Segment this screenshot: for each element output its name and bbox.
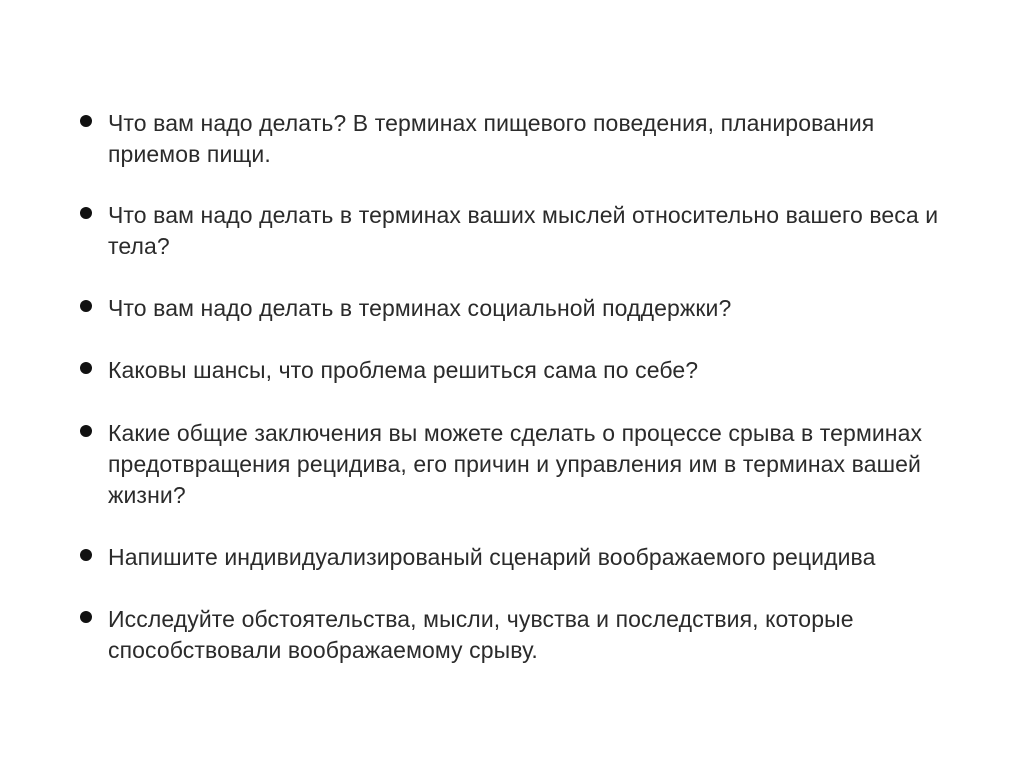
bullet-text: Исследуйте обстоятельства, мысли, чувства и последствия, которые способствовали воображаемому срыву. xyxy=(108,606,854,663)
bullet-dot-icon xyxy=(80,362,92,374)
bullet-item-5 xyxy=(80,418,960,511)
bullet-text: Каковы шансы, что проблема решиться сама по себе? xyxy=(108,357,699,383)
bullet-item-6 xyxy=(80,542,876,573)
bullet-dot-icon xyxy=(80,207,92,219)
bullet-item-4 xyxy=(80,355,698,386)
bullet-dot-icon xyxy=(80,425,92,437)
bullet-item-2 xyxy=(80,200,960,262)
bullet-dot-icon xyxy=(80,115,92,127)
bullet-item-7 xyxy=(80,604,960,666)
bullet-text: Напишите индивидуализированый сценарий воображаемого рецидива xyxy=(108,544,876,570)
bullet-dot-icon xyxy=(80,549,92,561)
bullet-text: Что вам надо делать? В терминах пищевого поведения, планирования приемов пищи. xyxy=(108,110,875,167)
bullet-dot-icon xyxy=(80,300,92,312)
bullet-text: Что вам надо делать в терминах социальной поддержки? xyxy=(108,295,732,321)
bullet-item-1 xyxy=(80,108,960,170)
bullet-text: Какие общие заключения вы можете сделать о процессе срыва в терминах предотвращения рецидива, его причин и управления им в терминах вашей жизни? xyxy=(108,420,923,508)
bullet-text: Что вам надо делать в терминах ваших мыслей относительно вашего веса и тела? xyxy=(108,202,939,259)
bullet-dot-icon xyxy=(80,611,92,623)
bullet-item-3 xyxy=(80,293,731,324)
